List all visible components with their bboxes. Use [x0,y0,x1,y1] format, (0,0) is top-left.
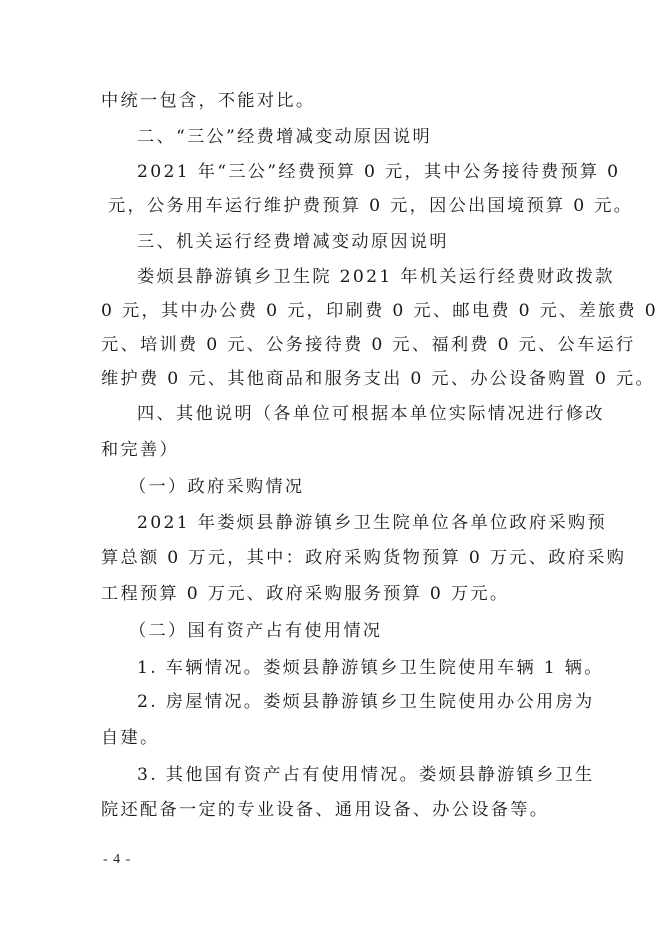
paragraph-line: 元，公务用车运行维护费预算 0 元，因公出国境预算 0 元。 [108,196,634,216]
section-heading-other-notes-cont: 和完善） [101,440,179,460]
list-item-buildings: 2. 房屋情况。娄烦县静游镇乡卫生院使用办公用房为 [137,692,595,712]
section-heading-three-public-expenses: 二、“三公”经费增减变动原因说明 [137,127,432,147]
list-item-buildings-cont: 自建。 [101,728,160,748]
section-heading-operating-expenses: 三、机关运行经费增减变动原因说明 [137,232,449,252]
paragraph-line: 算总额 0 万元，其中：政府采购货物预算 0 万元、政府采购 [101,548,627,568]
section-heading-other-notes: 四、其他说明（各单位可根据本单位实际情况进行修改 [137,404,605,424]
list-item-vehicles: 1. 车辆情况。娄烦县静游镇乡卫生院使用车辆 1 辆。 [137,658,604,678]
paragraph-line: 0 元，其中办公费 0 元，印刷费 0 元、邮电费 0 元、差旅费 0 [101,301,659,321]
subsection-heading-state-assets: （二）国有资产占有使用情况 [129,621,383,641]
paragraph-line: 元、培训费 0 元、公务接待费 0 元、福利费 0 元、公车运行 [101,335,636,355]
paragraph-line: 维护费 0 元、其他商品和服务支出 0 元、办公设备购置 0 元。 [101,369,655,389]
paragraph-continuation: 中统一包含，不能对比。 [101,91,316,111]
list-item-other-assets: 3. 其他国有资产占有使用情况。娄烦县静游镇乡卫生 [137,765,595,785]
page-number: - 4 - [103,852,132,867]
paragraph-line: 娄烦县静游镇乡卫生院 2021 年机关运行经费财政拨款 [137,267,615,287]
subsection-heading-government-procurement: （一）政府采购情况 [129,477,305,497]
paragraph-line: 2021 年“三公”经费预算 0 元，其中公务接待费预算 0 [137,162,621,182]
paragraph-line: 2021 年娄烦县静游镇乡卫生院单位各单位政府采购预 [137,513,607,533]
paragraph-line: 工程预算 0 万元、政府采购服务预算 0 万元。 [101,584,510,604]
list-item-other-assets-cont: 院还配备一定的专业设备、通用设备、办公设备等。 [101,800,550,820]
